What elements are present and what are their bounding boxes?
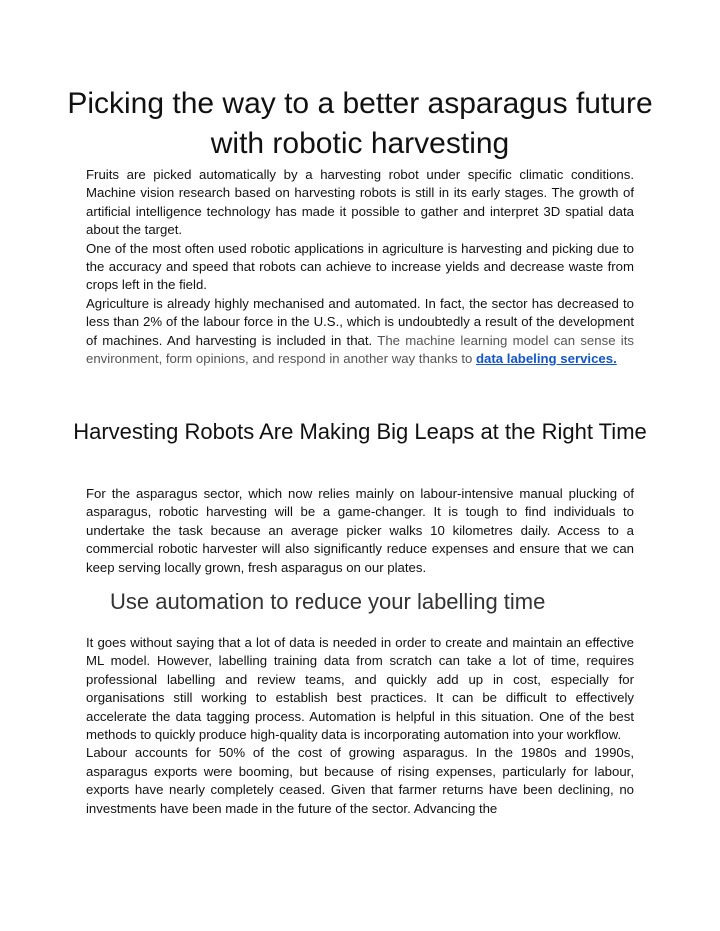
automation-paragraph-1: It goes without saying that a lot of data is needed in order to create and maintain an effective ML model. However, labelling training data from scratch can take a lot of time, requires professional labelling and review teams, and quickly add up in cost, especially for organisations still working to establish best practices. It can be difficult to effectively accelerate the data tagging process. Automation is helpful in this situation. One of the best methods to quickly produce high-quality data is incorporating automation into your workflow. [86, 635, 634, 743]
intro-section [86, 166, 634, 368]
section-heading-harvesting-robots: Harvesting Robots Are Making Big Leaps at the Right Time [73, 419, 647, 444]
intro-paragraph-1: Fruits are picked automatically by a harvesting robot under specific climatic conditions. Machine vision research based on harvesting robots is still in its early stages. The growth of artificial intelligence technology has made it possible to gather and interpret 3D spatial data about the target. [86, 167, 634, 238]
intro-paragraph-3-gray: The machine learning model can sense its environment, form opinions, and respond in another way thanks to [86, 332, 634, 367]
page-title: Picking the way to a better asparagus future with robotic harvesting [67, 87, 653, 160]
section-harvesting-robots [86, 485, 634, 577]
section-heading-automation: Use automation to reduce your labelling time [110, 589, 546, 614]
data-labeling-services-link[interactable]: data labeling services. [476, 351, 617, 367]
intro-paragraph-3-main: Agriculture is already highly mechanised and automated. In fact, the sector has decreased to less than 2% of the labour force in the U.S., which is undoubtedly a result of the development of machines. And harvesting is included in that. [86, 295, 634, 348]
intro-paragraph-3 [86, 295, 634, 369]
automation-paragraph-2: Labour accounts for 50% of the cost of growing asparagus. In the 1980s and 1990s, asparagus exports were booming, but because of rising expenses, particularly for labour, exports have nearly completely ceased. Given that farmer returns have been declining, no investments have been made in the future of the sector. Advancing the [86, 745, 634, 816]
section-automation [86, 634, 634, 818]
harvesting-robots-paragraph: For the asparagus sector, which now relies mainly on labour-intensive manual plucking of asparagus, robotic harvesting will be a game-changer. It is tough to find individuals to undertake the task because an average picker walks 10 kilometres daily. Access to a commercial robotic harvester will also significantly reduce expenses and ensure that we can keep serving locally grown, fresh asparagus on our plates. [86, 486, 634, 575]
intro-paragraph-2: One of the most often used robotic applications in agriculture is harvesting and picking due to the accuracy and speed that robots can achieve to increase yields and decrease waste from crops left in the field. [86, 240, 634, 293]
